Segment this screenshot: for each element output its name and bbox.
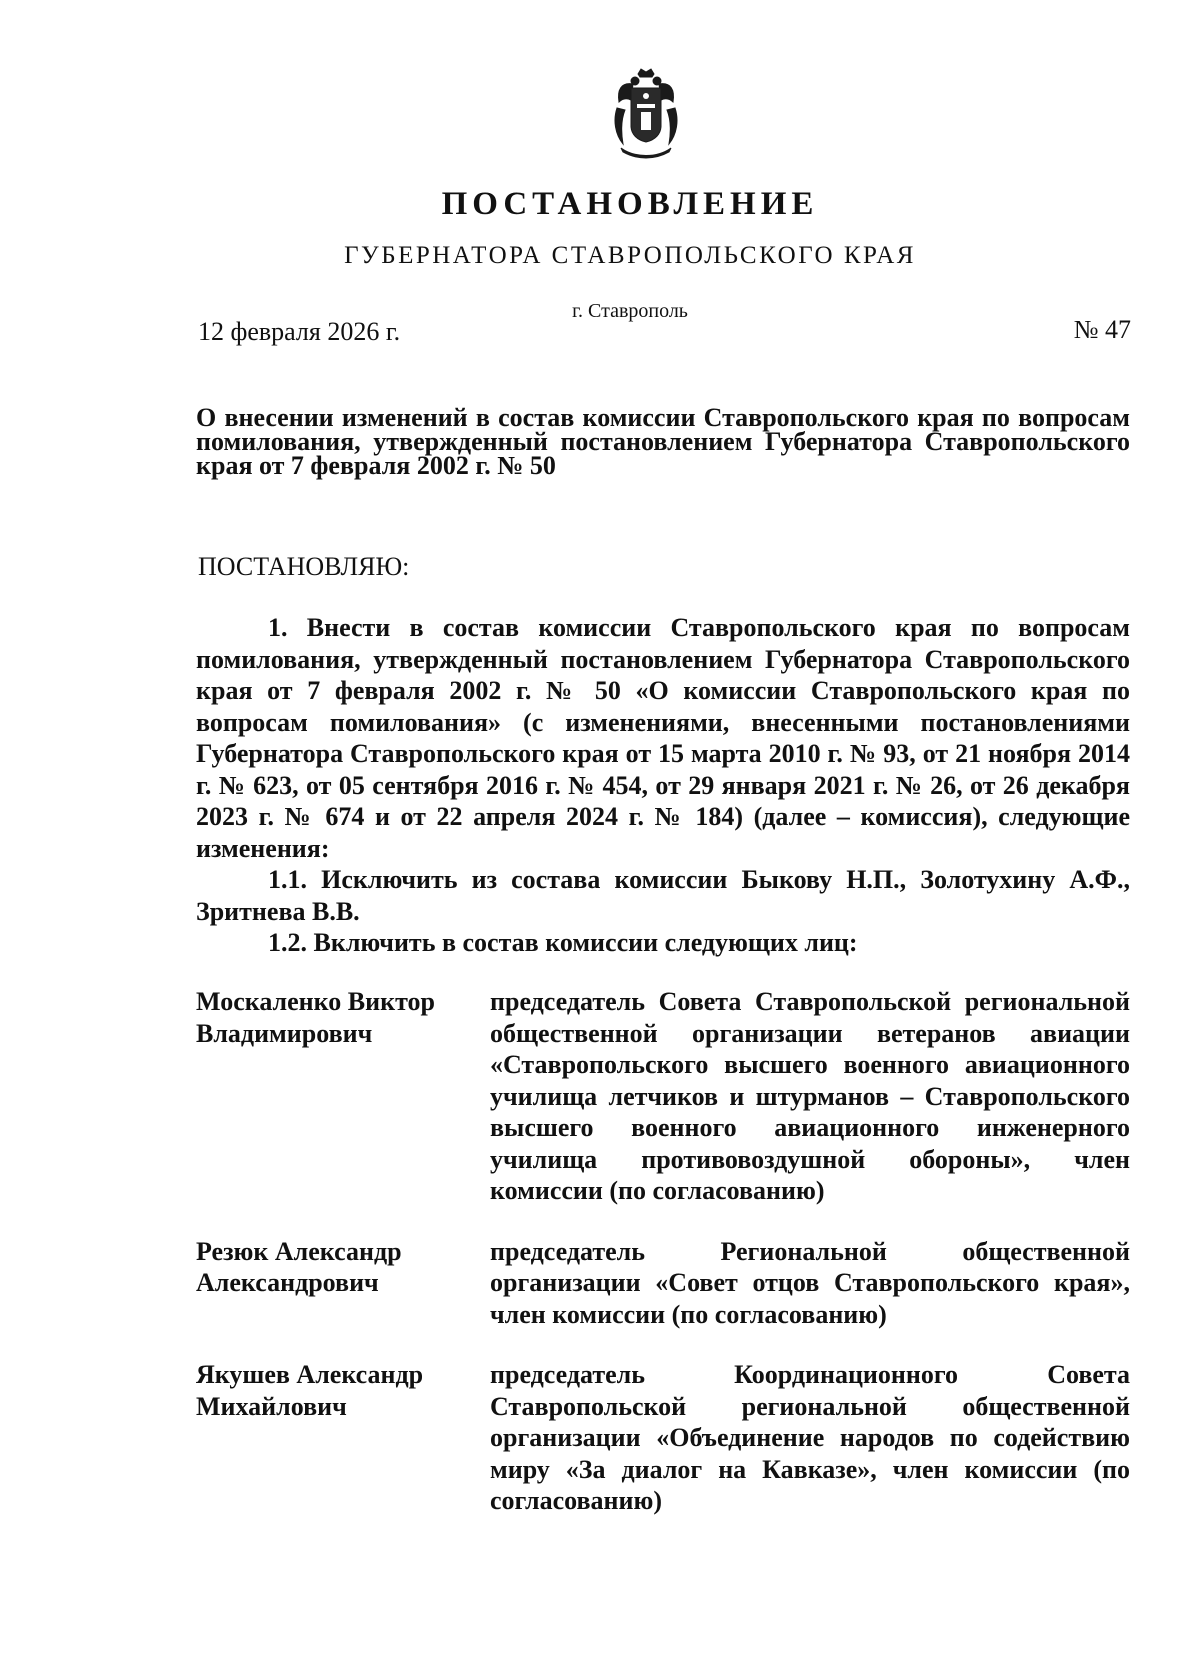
paragraph-1-2: 1.2. Включить в состав комиссии следующих лиц: (268, 928, 858, 957)
member-role: председатель Координационного Совета Ставропольской региональной общественной организации «Объединение народов по содействию миру «За диалог на Кавказе», член комиссии (по согласованию) (490, 1360, 1130, 1515)
document-subject: О внесении изменений в состав комиссии Ставропольского края по вопросам помилования, утвержденный постановлением Губернатора Ставропольского края от 7 февраля 2002 г. № 50 (196, 403, 1130, 480)
document-body (196, 612, 1130, 959)
place-of-issue: г. Ставрополь (572, 300, 688, 322)
member-role: председатель Совета Ставропольской региональной общественной организации ветеранов авиации «Ставропольского высшего военного авиационного училища летчиков и штурманов – Ставропольского высшего военного авиационного инженерного училища противовоздушной обороны», член комиссии (по согласованию) (490, 987, 1130, 1205)
document-date: 12 февраля 2026 г. (198, 317, 401, 346)
paragraph-1-1: 1.1. Исключить из состава комиссии Быкову Н.П., Золотухину А.Ф., Зритнева В.В. (196, 865, 1130, 926)
coat-of-arms-icon (611, 68, 681, 160)
member-row (196, 986, 1130, 1207)
document-type-title: ПОСТАНОВЛЕНИЕ (441, 186, 819, 222)
decree-word: ПОСТАНОВЛЯЮ: (198, 552, 410, 581)
issuer-title: ГУБЕРНАТОРА СТАВРОПОЛЬСКОГО КРАЯ (344, 242, 916, 269)
member-row (196, 1236, 1130, 1331)
document-number: № 47 (1073, 315, 1131, 344)
members-list (196, 986, 1130, 1546)
member-name: Москаленко Виктор Владимирович (196, 987, 435, 1048)
paragraph-1: 1. Внести в состав комиссии Ставропольского края по вопросам помилования, утвержденный постановлением Губернатора Ставропольского края от 7 февраля 2002 г. № 50 «О комиссии Ставропольского края по вопросам помилования» (с изменениями, внесенными постановлениями Губернатора Ставропольского края от 15 марта 2010 г. № 93, от 21 ноября 2014 г. № 623, от 05 сентября 2016 г. № 454, от 29 января 2021 г. № 26, от 26 декабря 2023 г. № 674 и от 22 апреля 2024 г. № 184) (далее – комиссия), следующие изменения: (196, 613, 1130, 863)
member-name: Якушев Александр Михайлович (196, 1360, 424, 1421)
member-name: Резюк Александр Александрович (196, 1236, 402, 1297)
member-role: председатель Региональной общественной организации «Совет отцов Ставропольского края», член комиссии (по согласованию) (490, 1236, 1130, 1329)
member-row (196, 1359, 1130, 1517)
